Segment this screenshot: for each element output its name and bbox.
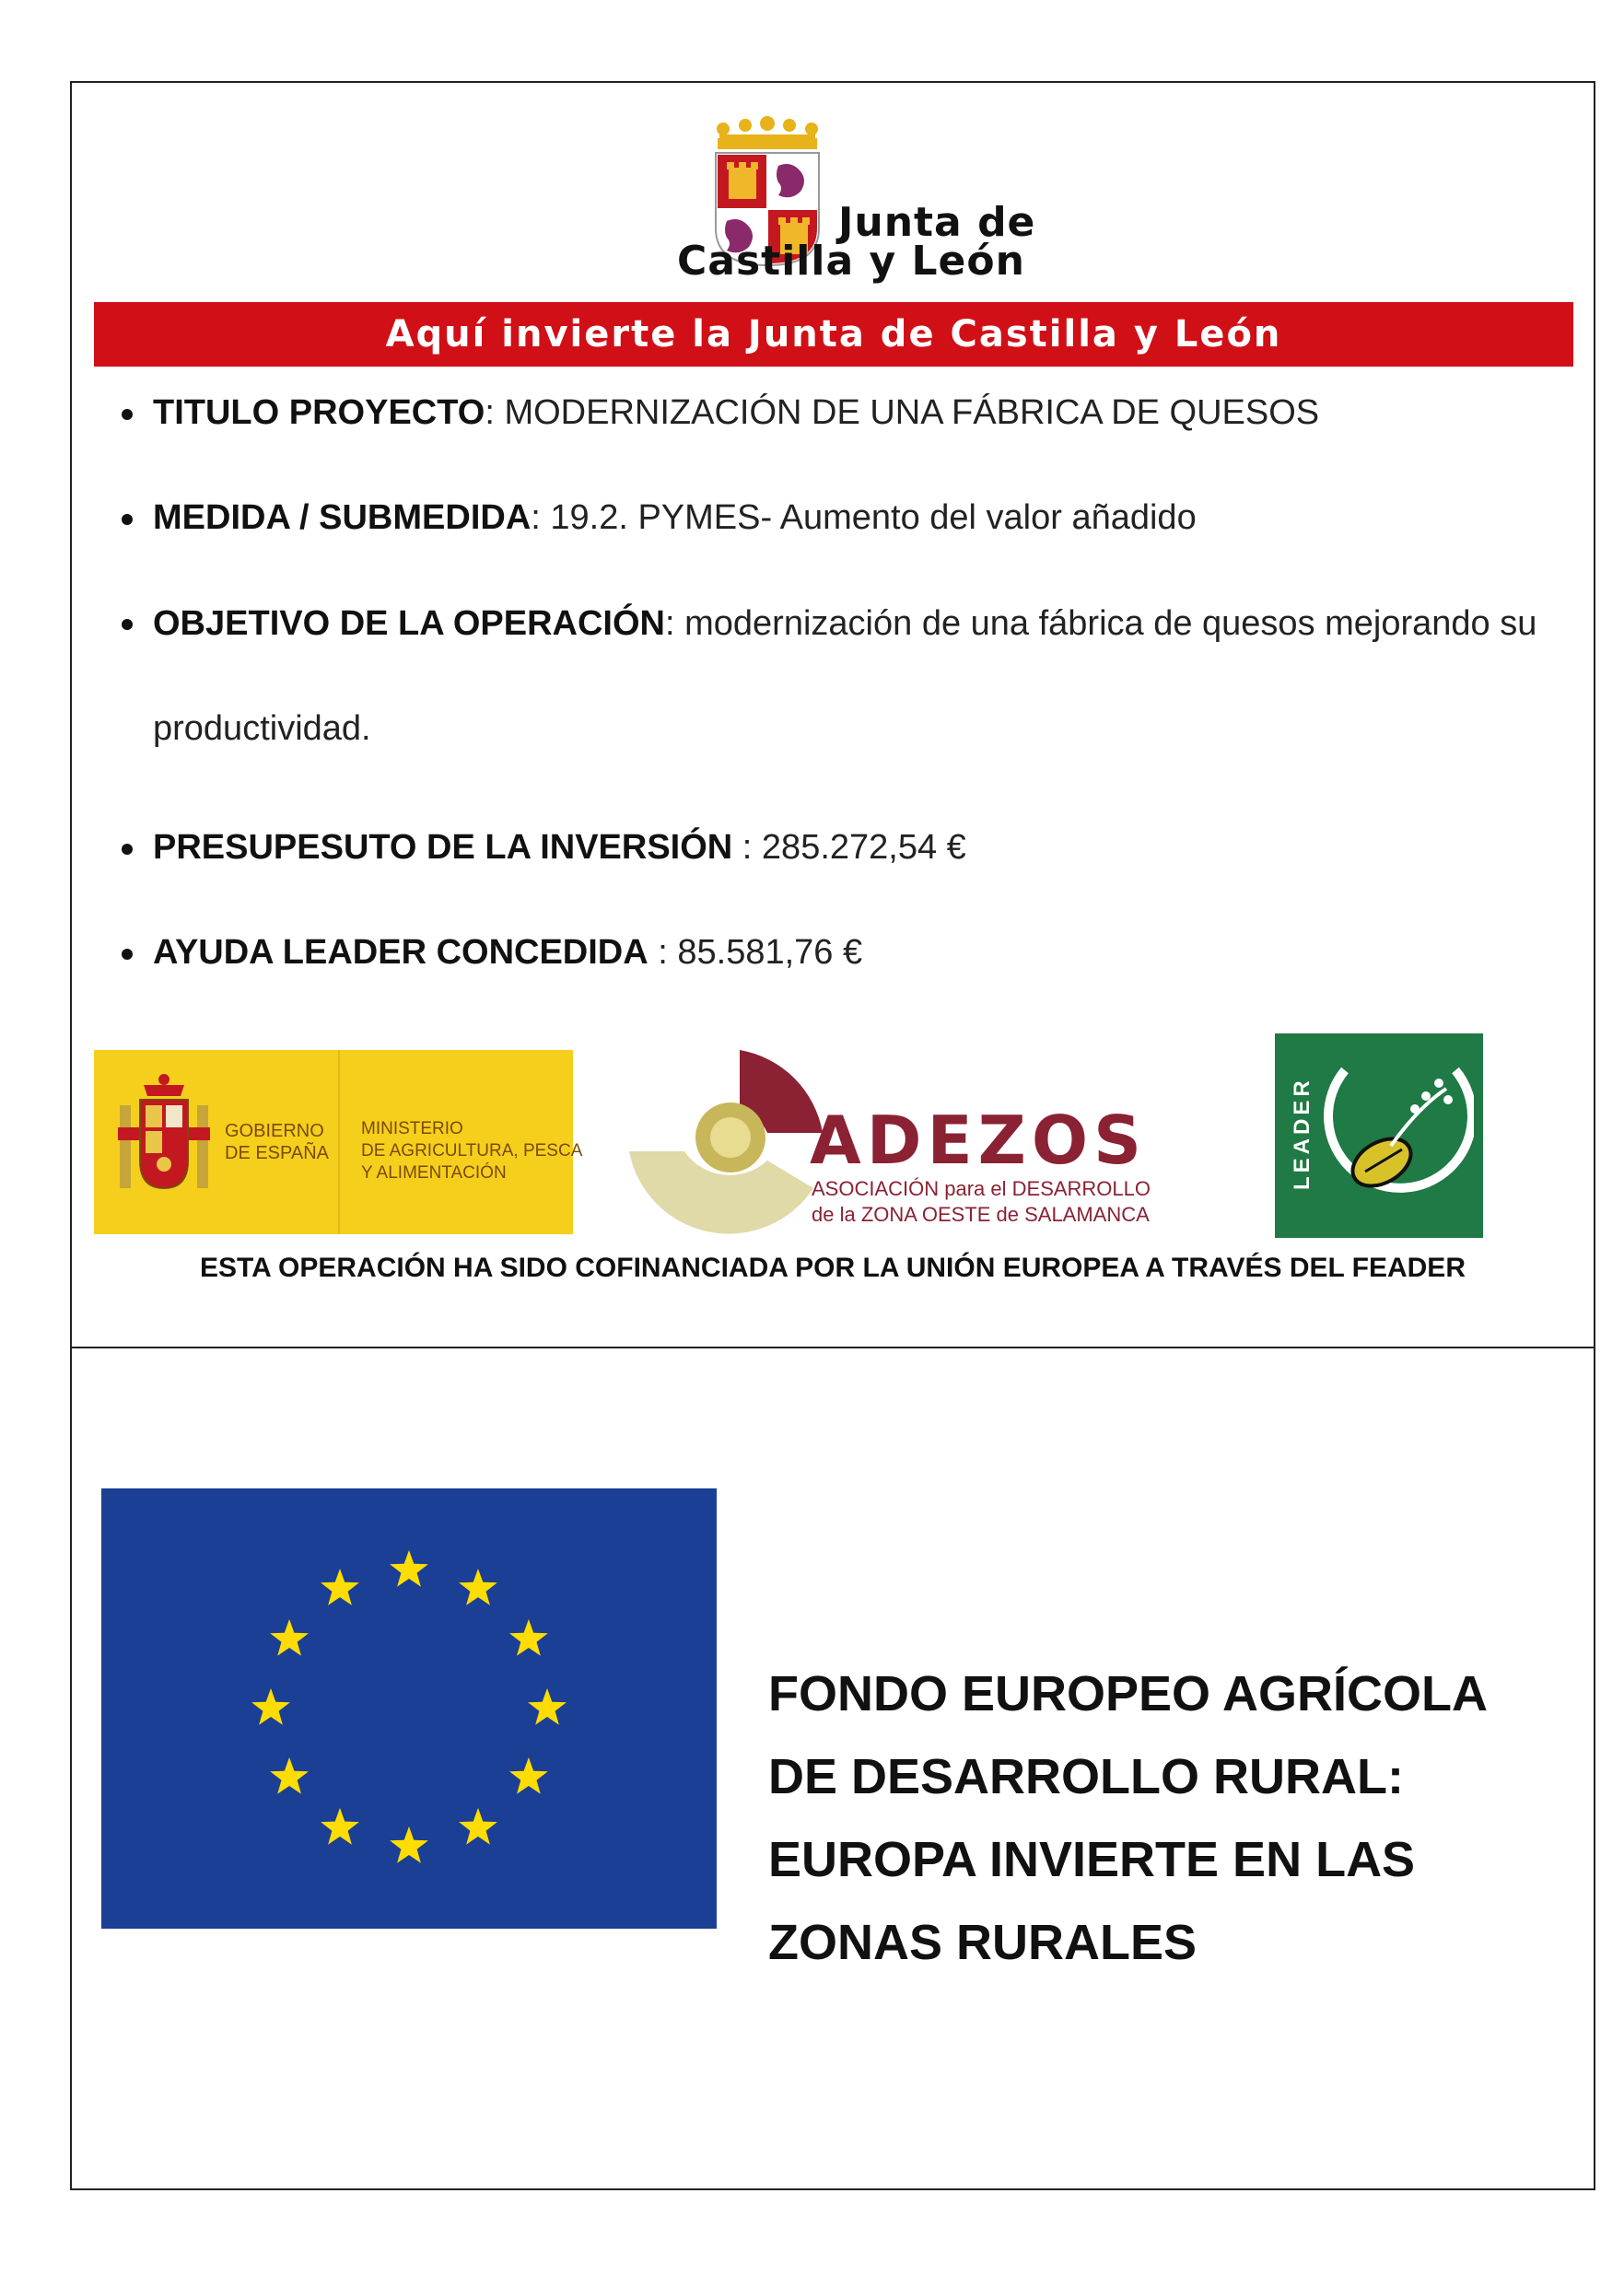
leader-logo [1275,1033,1483,1238]
feader-line: ZONAS RURALES [768,1915,1198,1970]
bottom-panel [70,1347,1595,2190]
feader-line: DE DESARROLLO RURAL: [768,1749,1404,1804]
adezos-logo [629,1050,1182,1234]
item-value: modernización de una fábrica de quesos mejorando su productividad. [153,604,1537,748]
eu-star-icon [459,1808,497,1845]
leader-word: LEADER [1290,1077,1314,1190]
objective-item [116,571,1581,781]
logo-divider [338,1050,340,1234]
adezos-tagline-1: ASOCIACIÓN para el DESARROLLO [812,1177,1151,1200]
item-label: MEDIDA / SUBMEDIDA [153,498,532,537]
item-value: 285.272,54 € [761,828,966,867]
item-label: TITULO PROYECTO [153,393,485,432]
item-separator: : [485,393,505,432]
adezos-name: ADEZOS [810,1102,1147,1179]
item-separator: : [665,604,685,643]
junta-castilla-leon-logo [603,116,1064,291]
crown-icon [710,116,824,153]
eu-star-icon [270,1619,309,1656]
eu-star-icon [321,1569,359,1605]
spain-coat-of-arms-icon [118,1072,210,1210]
project-title-item [116,387,1581,439]
feader-line: FONDO EUROPEO AGRÍCOLA [768,1666,1489,1721]
eu-star-icon [390,1550,428,1587]
adezos-tagline-2: de la ZONA OESTE de SALAMANCA [812,1203,1150,1226]
gobierno-espana-logo [94,1050,583,1234]
eu-star-icon [321,1808,359,1845]
eu-star-icon [509,1757,548,1794]
eu-star-icon [459,1569,497,1605]
item-separator: : [531,498,551,537]
item-label: PRESUPESUTO DE LA INVERSIÓN [153,828,733,867]
gobierno-text: GOBIERNO DE ESPAÑA [225,1121,329,1163]
item-separator: : [648,933,678,972]
eu-stars-circle-icon [101,1488,717,1929]
eu-star-icon [270,1757,309,1794]
ministerio-text: MINISTERIO DE AGRICULTURA, PESCA Y ALIMENTACIÓN [361,1119,583,1183]
logo-line-2: Castilla y León [677,238,1025,285]
top-panel [70,81,1595,1348]
feader-line: EUROPA INVIERTE EN LAS [768,1832,1416,1887]
item-value: 85.581,76 € [677,933,863,972]
eu-star-icon [390,1826,428,1863]
investment-banner: Aquí invierte la Junta de Castilla y León [94,302,1573,367]
item-value: MODERNIZACIÓN DE UNA FÁBRICA DE QUESOS [504,393,1320,432]
item-separator: : [732,828,762,867]
item-label: OBJETIVO DE LA OPERACIÓN [153,604,665,643]
budget-item [116,822,1581,874]
cofinancing-statement: ESTA OPERACIÓN HA SIDO COFINANCIADA POR LA UNIÓN EUROPEA A TRAVÉS DEL FEADER [200,1253,1466,1283]
feader-title [768,1652,1560,1984]
measure-item [116,492,1581,544]
eu-star-icon [251,1688,290,1725]
grant-item [116,927,1581,979]
item-value: 19.2. PYMES- Aumento del valor añadido [550,498,1197,537]
eu-star-icon [509,1619,548,1656]
logo-line-1: Junta de [838,199,1036,246]
project-details-list [116,387,1581,1032]
eu-star-icon [528,1688,567,1725]
eu-flag [101,1488,717,1929]
item-label: AYUDA LEADER CONCEDIDA [153,933,648,972]
leader-emblem-icon [1317,1043,1474,1227]
